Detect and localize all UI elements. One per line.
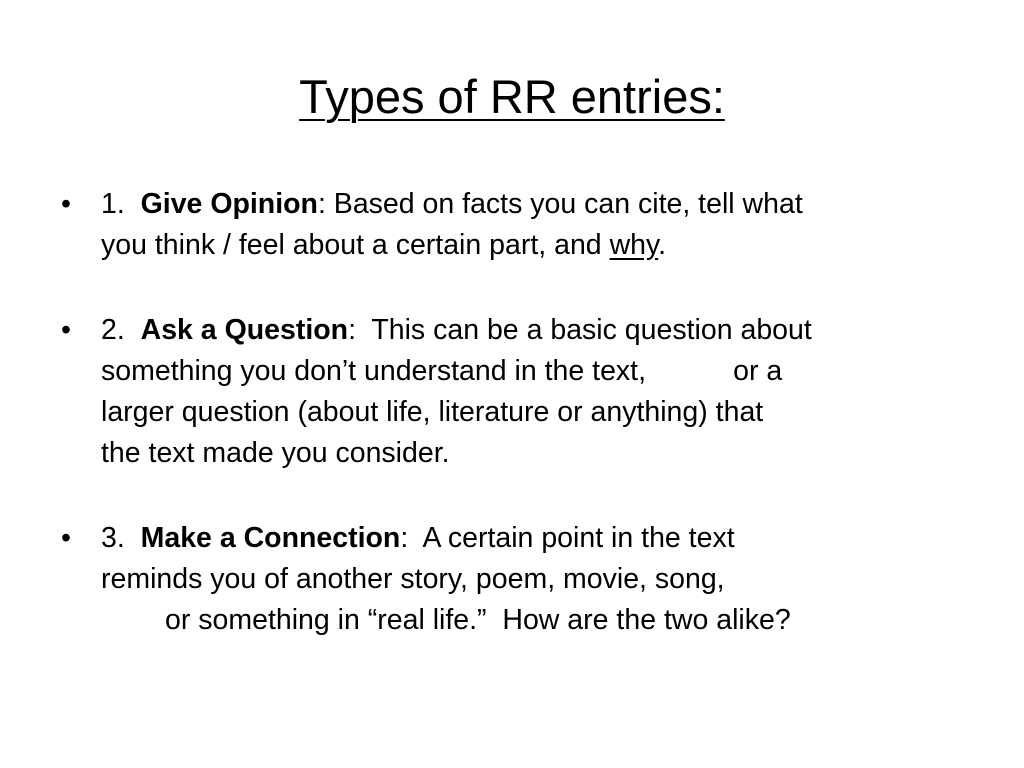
bullet-dot-icon: • bbox=[61, 188, 71, 220]
bullet-line: something you don’t understand in the text, or a bbox=[101, 355, 783, 387]
item-term: Ask a Question bbox=[140, 314, 349, 346]
bullet-dot-icon: • bbox=[61, 314, 71, 346]
slide-title bbox=[0, 66, 1024, 128]
item-text: . bbox=[658, 229, 667, 261]
item-term: Make a Connection bbox=[140, 522, 401, 554]
item-underlined-text: why bbox=[609, 229, 659, 261]
bullet-line: reminds you of another story, poem, movie, song, bbox=[101, 563, 725, 595]
bullet-line bbox=[101, 184, 956, 225]
item-number: 3. bbox=[101, 522, 141, 554]
slide-title-text: Types of RR entries: bbox=[299, 70, 725, 123]
item-text: : This can be a basic question about bbox=[348, 314, 812, 346]
bullet-list bbox=[56, 184, 956, 685]
bullet-line bbox=[101, 225, 956, 266]
item-term: Give Opinion bbox=[140, 188, 318, 220]
bullet-item-give-opinion bbox=[56, 184, 956, 266]
bullet-line: larger question (about life, literature or anything) that bbox=[101, 396, 764, 428]
bullet-item-make-connection bbox=[56, 518, 956, 641]
bullet-line: or something in “real life.” How are the two alike? bbox=[165, 604, 791, 636]
item-text: you think / feel about a certain part, and bbox=[101, 229, 610, 261]
bullet-line bbox=[101, 310, 956, 351]
item-number: 2. bbox=[101, 314, 141, 346]
item-text: : Based on facts you can cite, tell what bbox=[317, 188, 803, 220]
bullet-line bbox=[101, 518, 956, 559]
bullet-dot-icon: • bbox=[61, 522, 71, 554]
item-number: 1. bbox=[101, 188, 141, 220]
item-text: : A certain point in the text bbox=[400, 522, 735, 554]
bullet-line: the text made you consider. bbox=[101, 437, 450, 469]
bullet-item-ask-question bbox=[56, 310, 956, 474]
